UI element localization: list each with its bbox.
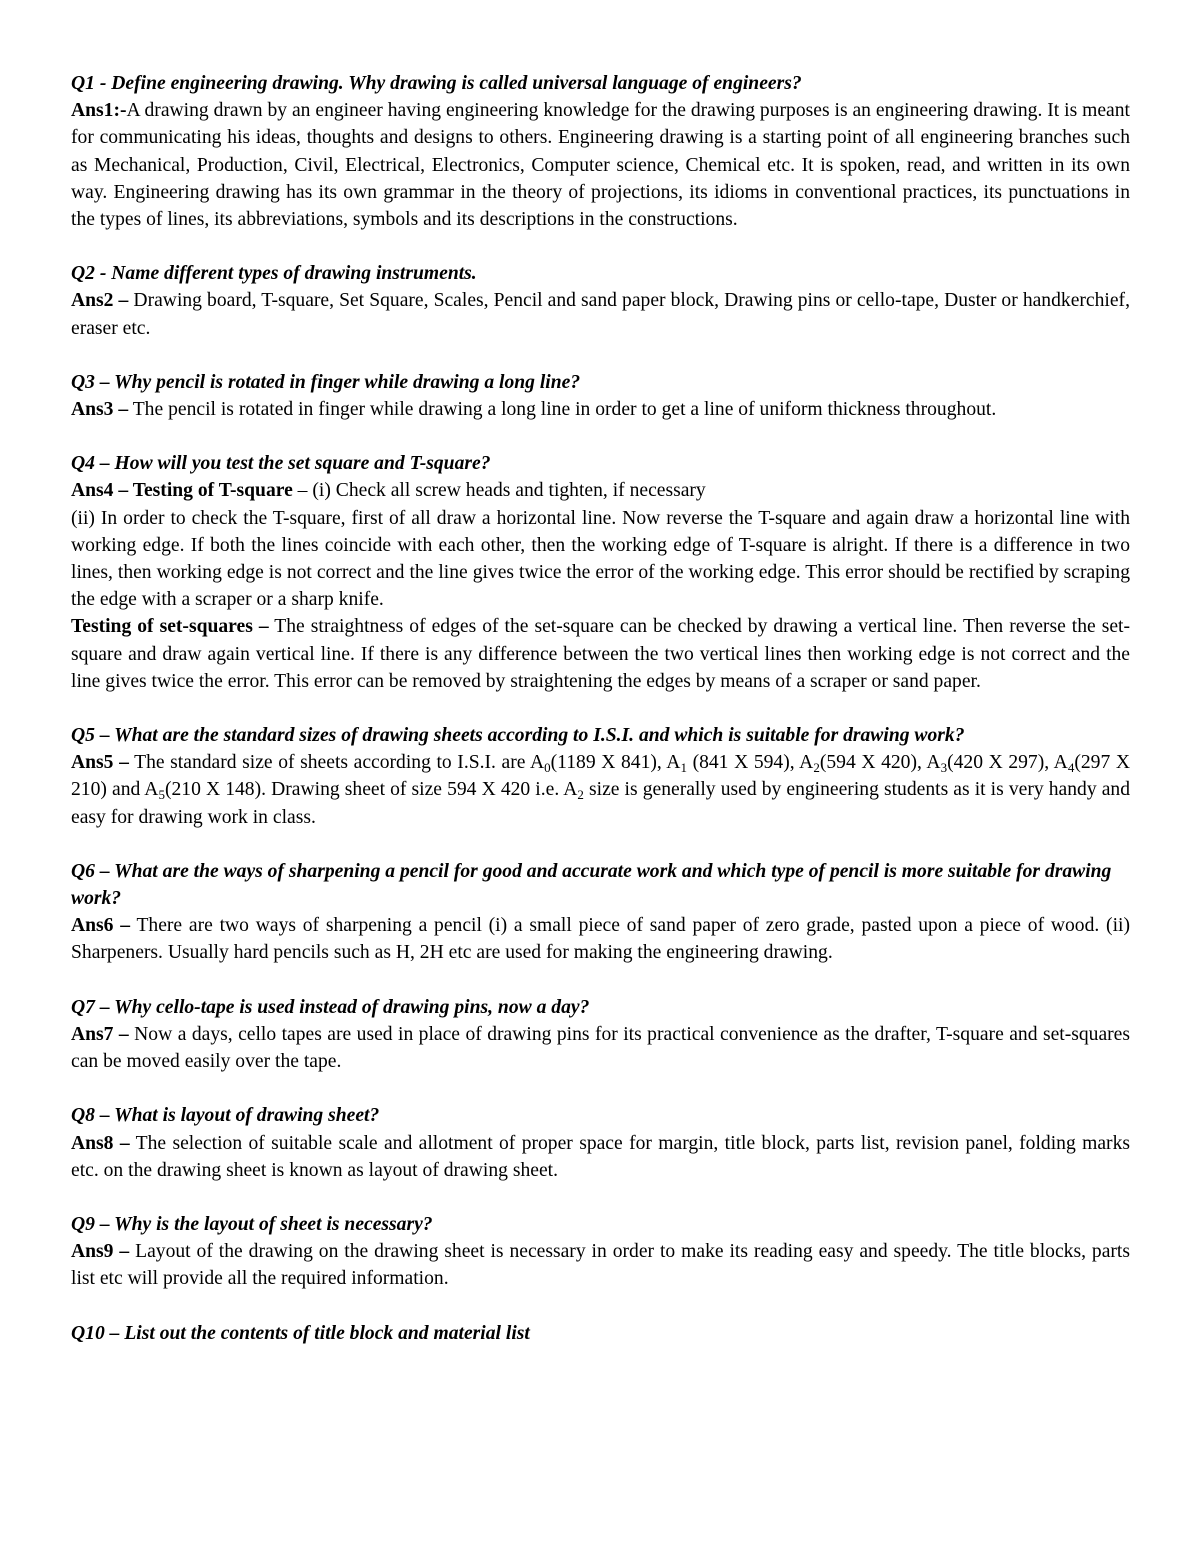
answer-6 xyxy=(71,912,1130,966)
qa-block-3 xyxy=(71,369,1130,423)
answer-1-label: Ans1:- xyxy=(71,100,127,122)
sheet-size-subscript: 2 xyxy=(813,760,820,776)
qa-block-8 xyxy=(71,1102,1130,1184)
answer-9 xyxy=(71,1238,1130,1292)
answer-8-label: Ans8 – xyxy=(71,1132,130,1154)
answer-8-text: The selection of suitable scale and allotment of proper space for margin, title block, parts list, revision panel, folding marks etc. on the drawing sheet is known as layout of drawing sheet. xyxy=(71,1132,1131,1181)
question-10: Q10 – List out the contents of title block and material list xyxy=(71,1322,530,1344)
answer-5-text-12: (210 X 148). Drawing sheet of size 594 X 420 i.e. A xyxy=(164,779,578,801)
question-9: Q9 – Why is the layout of sheet is necessary? xyxy=(71,1213,433,1235)
qa-block-9 xyxy=(71,1211,1130,1293)
answer-2-text: Drawing board, T-square, Set Square, Scales, Pencil and sand paper block, Drawing pins or cello-tape, Duster or handkerchief, eraser etc. xyxy=(71,290,1130,339)
question-4: Q4 – How will you test the set square and T-square? xyxy=(71,453,491,475)
question-6: Q6 – What are the ways of sharpening a pencil for good and accurate work and which type of pencil is more suitable for drawing work? xyxy=(71,860,1112,910)
answer-5 xyxy=(71,749,1130,831)
qa-block-5 xyxy=(71,722,1130,831)
question-7: Q7 – Why cello-tape is used instead of drawing pins, now a day? xyxy=(71,996,590,1018)
answer-1-text: A drawing drawn by an engineer having engineering knowledge for the drawing purposes is an engineering drawing. It is meant for communicating his ideas, thoughts and designs to others. Engineering drawing is a starting point of all engineering branches such as Mechanical, Production, Civil, Electrical, Electronics, Computer science, Chemical etc. It is spoken, read, and written in its own way. Engineering drawing has its own grammar in the theory of projections, its idioms in conventional practices, its punctuations in the types of lines, its abbreviations, symbols and its descriptions in the constructions. xyxy=(71,100,1130,231)
answer-5-label: Ans5 – xyxy=(71,752,129,774)
answer-5-text-0: The standard size of sheets according to I.S.I. are A xyxy=(128,752,545,774)
sheet-size-subscript: 0 xyxy=(544,760,551,776)
answer-4-text: – (i) Check all screw heads and tighten, if necessary xyxy=(292,480,706,502)
question-5: Q5 – What are the standard sizes of drawing sheets according to I.S.I. and which is suitable for drawing work? xyxy=(71,725,965,747)
answer-5-text-14: size is generally used by engineering students as it is very handy and easy for drawing work in class. xyxy=(71,779,1131,828)
answer-7-text: Now a days, cello tapes are used in place of drawing pins for its practical convenience as the drafter, T-square and set-squares can be moved easily over the tape. xyxy=(71,1023,1131,1073)
question-1: Q1 - Define engineering drawing. Why drawing is called universal language of engineers? xyxy=(71,73,802,94)
answer-5-text-10: (297 X 210) and A xyxy=(71,752,1130,801)
answer-4-label: Ans4 – Testing of T-square xyxy=(71,480,293,502)
answer-9-text: Layout of the drawing on the drawing sheet is necessary in order to make its reading easy and speedy. The title blocks, parts list etc will provide all the required information. xyxy=(71,1241,1131,1290)
answer-2-label: Ans2 – xyxy=(71,290,129,312)
question-2: Q2 - Name different types of drawing instruments. xyxy=(71,263,477,285)
answer-8 xyxy=(71,1130,1130,1184)
answer-4 xyxy=(71,477,1130,504)
sheet-size-subscript: 1 xyxy=(680,760,687,776)
answer-7 xyxy=(71,1021,1130,1075)
sheet-size-subscript: 3 xyxy=(940,760,948,776)
qa-block-6 xyxy=(71,858,1130,967)
answer-3-label: Ans3 – xyxy=(71,399,129,421)
question-3: Q3 – Why pencil is rotated in finger while drawing a long line? xyxy=(71,371,581,393)
qa-block-2 xyxy=(71,260,1130,342)
qa-block-7 xyxy=(71,994,1130,1076)
answer-4-part-3 xyxy=(71,613,1130,695)
answer-4-set-square-text: The straightness of edges of the set-square can be checked by drawing a vertical line. Then reverse the set-square and draw again vertical line. If there is any difference between the two vertical lines then working edge is not correct and the line gives twice the error. This error can be removed by straightening the edges by means of a scraper or sand paper. xyxy=(71,616,1130,692)
answer-6-text: There are two ways of sharpening a pencil (i) a small piece of sand paper of zero grade, pasted upon a piece of wood. (ii) Sharpeners. Usually hard pencils such as H, 2H etc are used for making the engineering drawing. xyxy=(71,915,1130,964)
answer-1 xyxy=(71,97,1130,233)
answer-7-label: Ans7 – xyxy=(71,1023,129,1045)
qa-block-1 xyxy=(71,70,1130,233)
question-8: Q8 – What is layout of drawing sheet? xyxy=(71,1105,380,1127)
answer-3-text: The pencil is rotated in finger while drawing a long line in order to get a line of uniform thickness throughout. xyxy=(128,399,997,421)
qa-block-4 xyxy=(71,450,1130,695)
sheet-size-subscript: 5 xyxy=(158,787,165,803)
answer-5-text-8: (420 X 297), A xyxy=(947,752,1068,774)
answer-6-label: Ans6 – xyxy=(71,915,131,937)
answer-4-set-square-label: Testing of set-squares – xyxy=(71,616,269,638)
answer-9-label: Ans9 – xyxy=(71,1241,130,1263)
answer-2 xyxy=(71,287,1130,341)
sheet-size-subscript: 4 xyxy=(1067,760,1075,776)
document-page xyxy=(71,70,1130,1374)
answer-3 xyxy=(71,396,1130,423)
answer-5-text-4: (841 X 594), A xyxy=(686,752,814,774)
answer-4-part-2: (ii) In order to check the T-square, first of all draw a horizontal line. Now reverse the T-square and again draw a horizontal line with working edge. If both the lines coincide with each other, then the working edge of T-square is alright. If there is a difference in two lines, then working edge is not correct and the line gives twice the error of the working edge. This error should be rectified by scraping the edge with a scraper or a sharp knife. xyxy=(71,507,1130,611)
answer-5-text-6: (594 X 420), A xyxy=(819,752,941,774)
answer-5-text-2: (1189 X 841), A xyxy=(550,752,681,774)
sheet-size-subscript: 2 xyxy=(577,787,584,803)
qa-block-10 xyxy=(71,1320,1130,1347)
